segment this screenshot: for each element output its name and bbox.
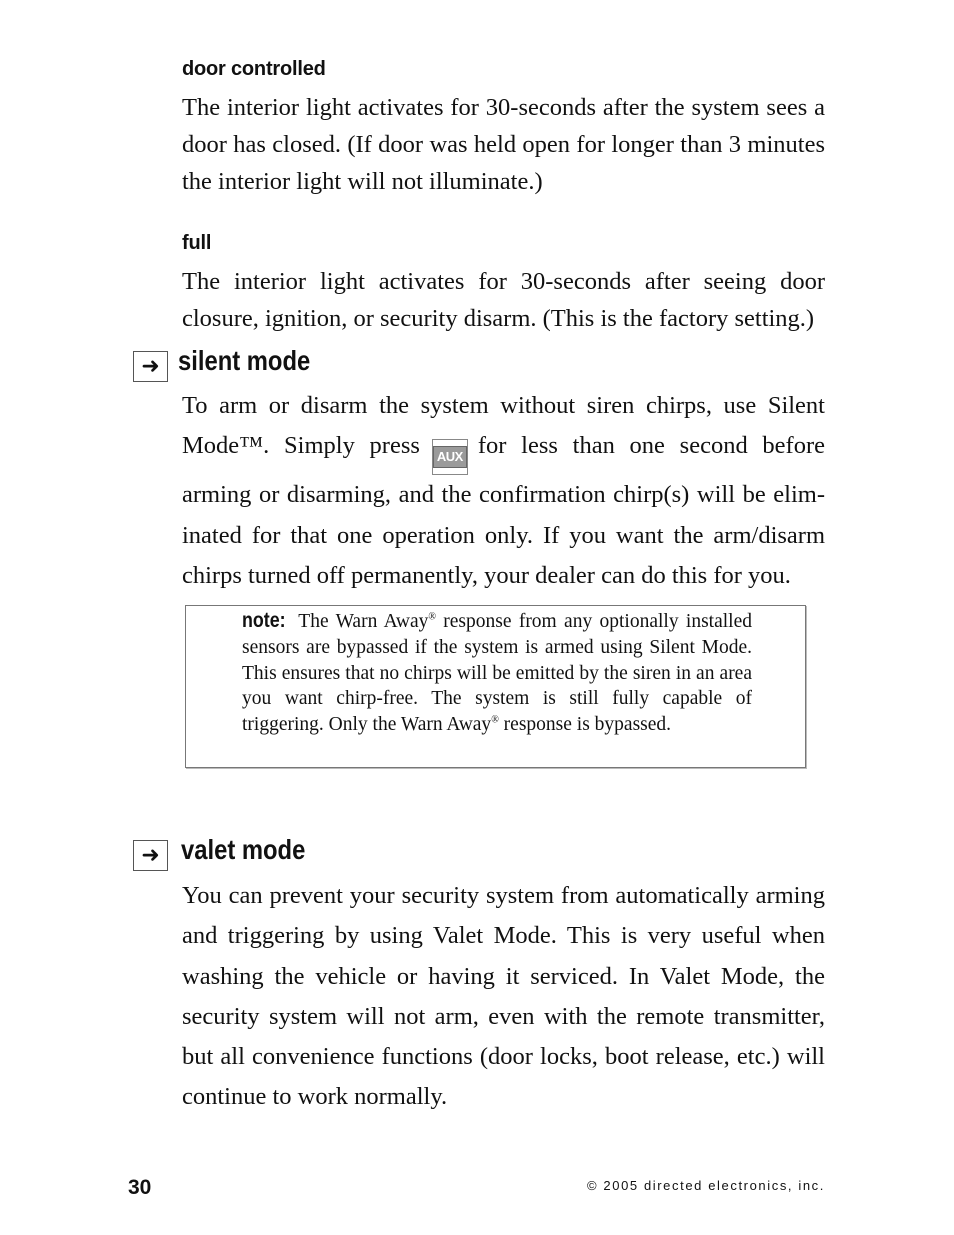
note-label: note:: [242, 609, 286, 632]
full-paragraph: The interior light activates for 30-seconds after seeing door closure, ignition, or security disarm. (This is the factory setting.): [182, 268, 825, 332]
silent-mode-paragraph: [182, 386, 825, 596]
silent-mode-title: silent mode: [178, 345, 311, 376]
copyright-notice: © 2005 directed electronics, inc.: [587, 1178, 825, 1193]
silent-mode-text-end: for less than one second before arming or disarming, and the confirmation chirp(s) will be eliminated for that one operation only. If you want the arm/disarm chirps turned off permanently, your dealer can do this for you.: [182, 432, 825, 589]
registered-mark: ®: [491, 714, 499, 726]
note-text: [242, 608, 752, 738]
door-controlled-heading: door controlled: [182, 58, 326, 80]
note-box: [185, 605, 806, 768]
note-text-part-3: response is bypassed.: [498, 714, 672, 736]
full-heading: full: [182, 232, 212, 254]
silent-mode-text-start: To arm or disarm the system without siren chirps, use Silent Mode™. Simply press: [182, 392, 825, 460]
door-controlled-paragraph: The interior light activates for 30-seconds after the system sees a door has closed. (If door was held open for longer than 3 minutes the interior light will not illuminate.): [182, 94, 825, 195]
valet-mode-paragraph: You can prevent your security system from automatically arming and triggering by using Valet Mode. This is very useful when washing the vehicle or having it serviced. In Valet Mode, the security system will not arm, even with the remote transmitter, but all convenience functions (door locks, boot release, etc.) will continue to work normally.: [182, 882, 825, 1111]
aux-button-icon: [432, 439, 468, 475]
arrow-right-icon: ➜: [133, 840, 168, 871]
page-number: 30: [128, 1176, 152, 1199]
valet-mode-title: valet mode: [181, 834, 306, 865]
arrow-right-icon: ➜: [133, 351, 168, 382]
aux-button-label: AUX: [433, 446, 467, 468]
registered-mark: ®: [428, 611, 436, 623]
note-text-part-1: The Warn Away: [298, 611, 429, 632]
note-text-part-2: response from any optionally installed sensors are bypassed if the system is armed using Silent Mode. This ensures that no chirps will be emitted by the siren in an area you want chirp-free. The system is still fully capable of triggering. Only the Warn Away: [242, 611, 752, 736]
